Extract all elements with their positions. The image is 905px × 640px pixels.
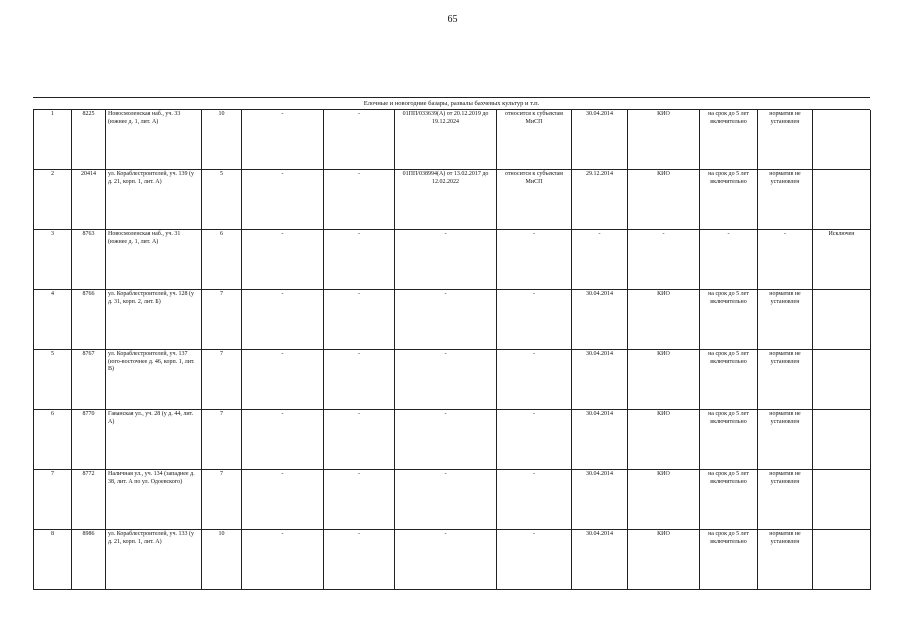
cell-id: 8763 (72, 230, 106, 290)
cell-owner: - (497, 230, 572, 290)
cell-date: 30.04.2014 (572, 410, 628, 470)
cell-col4: - (242, 290, 324, 350)
cell-col4: - (242, 170, 324, 230)
cell-row-number: 4 (34, 290, 72, 350)
cell-row-number: 7 (34, 470, 72, 530)
cell-col4: - (242, 530, 324, 590)
table-row (34, 410, 871, 470)
cell-address: ул. Кораблестроителей, уч. 137 (юго-восточнее д. 46, корп. 1, лит. В) (106, 350, 202, 410)
document-table (33, 97, 870, 590)
cell-owner: относится к субъектам МиСП (497, 170, 572, 230)
cell-area: 6 (202, 230, 242, 290)
cell-norm: норматив не установлен (758, 170, 813, 230)
cell-owner: - (497, 350, 572, 410)
cell-area: 5 (202, 170, 242, 230)
cell-note (813, 530, 871, 590)
cell-permit: - (395, 530, 497, 590)
cell-area: 7 (202, 290, 242, 350)
cell-note (813, 110, 871, 170)
data-table (33, 110, 871, 590)
cell-col4: - (242, 350, 324, 410)
cell-address: Гаванская ул., уч. 28 (у д. 44, лит. А) (106, 410, 202, 470)
cell-col5: - (324, 230, 395, 290)
cell-term: - (700, 230, 758, 290)
cell-address: ул. Кораблестроителей, уч. 133 (у д. 21, корп. 1, лит. А) (106, 530, 202, 590)
cell-organization: КИО (628, 530, 700, 590)
table-row (34, 230, 871, 290)
cell-date: 30.04.2014 (572, 350, 628, 410)
cell-permit: 01ПП/038994(А) от 13.02.2017 до 12.02.2022 (395, 170, 497, 230)
cell-id: 8770 (72, 410, 106, 470)
cell-owner: - (497, 470, 572, 530)
cell-area: 7 (202, 410, 242, 470)
cell-id: 8767 (72, 350, 106, 410)
cell-id: 8225 (72, 110, 106, 170)
cell-area: 7 (202, 350, 242, 410)
cell-col5: - (324, 110, 395, 170)
cell-permit: - (395, 470, 497, 530)
cell-col5: - (324, 410, 395, 470)
cell-address: Наличная ул., уч. 134 (западнее д. 38, лит. А по ул. Одоевского) (106, 470, 202, 530)
cell-area: 10 (202, 530, 242, 590)
page-number: 65 (447, 14, 458, 25)
cell-col4: - (242, 470, 324, 530)
cell-address: Новосмоленская наб., уч. 31 (южнее д. 1, лит. А) (106, 230, 202, 290)
cell-organization: КИО (628, 470, 700, 530)
cell-norm: норматив не установлен (758, 290, 813, 350)
cell-id: 8766 (72, 290, 106, 350)
cell-permit: - (395, 290, 497, 350)
cell-organization: КИО (628, 170, 700, 230)
cell-term: на срок до 5 лет включительно (700, 110, 758, 170)
cell-term: на срок до 5 лет включительно (700, 410, 758, 470)
cell-term: на срок до 5 лет включительно (700, 170, 758, 230)
cell-col5: - (324, 470, 395, 530)
cell-term: на срок до 5 лет включительно (700, 470, 758, 530)
cell-id: 8772 (72, 470, 106, 530)
cell-norm: норматив не установлен (758, 530, 813, 590)
cell-note (813, 290, 871, 350)
cell-owner: - (497, 290, 572, 350)
cell-col5: - (324, 530, 395, 590)
cell-area: 7 (202, 470, 242, 530)
cell-col5: - (324, 350, 395, 410)
cell-row-number: 8 (34, 530, 72, 590)
section-title: Елочные и новогодние базары, развалы бахчевых культур и т.п. (33, 98, 870, 110)
cell-col4: - (242, 230, 324, 290)
cell-term: на срок до 5 лет включительно (700, 350, 758, 410)
cell-col5: - (324, 170, 395, 230)
cell-row-number: 6 (34, 410, 72, 470)
cell-term: на срок до 5 лет включительно (700, 530, 758, 590)
cell-date: 30.04.2014 (572, 470, 628, 530)
cell-address: Новосмоленская наб., уч. 33 (южнее д. 1, лит. А) (106, 110, 202, 170)
cell-note: Исключен (813, 230, 871, 290)
cell-organization: КИО (628, 410, 700, 470)
table-row (34, 350, 871, 410)
cell-note (813, 470, 871, 530)
cell-row-number: 2 (34, 170, 72, 230)
cell-norm: норматив не установлен (758, 410, 813, 470)
cell-permit: - (395, 410, 497, 470)
cell-note (813, 170, 871, 230)
cell-norm: - (758, 230, 813, 290)
cell-date: 30.04.2014 (572, 110, 628, 170)
cell-owner: - (497, 530, 572, 590)
cell-date: 30.04.2014 (572, 530, 628, 590)
cell-permit: 01ПП/033639(А) от 20.12.2019 до 19.12.2024 (395, 110, 497, 170)
cell-term: на срок до 5 лет включительно (700, 290, 758, 350)
cell-organization: КИО (628, 110, 700, 170)
cell-norm: норматив не установлен (758, 350, 813, 410)
cell-note (813, 410, 871, 470)
cell-organization: - (628, 230, 700, 290)
cell-address: ул. Кораблестроителей, уч. 128 (у д. 31, корп. 2, лит. Б) (106, 290, 202, 350)
table-row (34, 170, 871, 230)
cell-row-number: 3 (34, 230, 72, 290)
cell-note (813, 350, 871, 410)
cell-col4: - (242, 110, 324, 170)
cell-norm: норматив не установлен (758, 470, 813, 530)
cell-owner: - (497, 410, 572, 470)
cell-row-number: 5 (34, 350, 72, 410)
cell-permit: - (395, 230, 497, 290)
cell-owner: относится к субъектам МиСП (497, 110, 572, 170)
cell-date: - (572, 230, 628, 290)
cell-area: 10 (202, 110, 242, 170)
cell-organization: КИО (628, 350, 700, 410)
cell-id: 8986 (72, 530, 106, 590)
cell-col5: - (324, 290, 395, 350)
table-row (34, 290, 871, 350)
cell-row-number: 1 (34, 110, 72, 170)
table-row (34, 530, 871, 590)
cell-permit: - (395, 350, 497, 410)
table-row (34, 110, 871, 170)
cell-norm: норматив не установлен (758, 110, 813, 170)
cell-id: 20414 (72, 170, 106, 230)
cell-address: ул. Кораблестроителей, уч. 139 (у д. 21, корп. 1, лит. А) (106, 170, 202, 230)
cell-col4: - (242, 410, 324, 470)
cell-date: 30.04.2014 (572, 290, 628, 350)
cell-organization: КИО (628, 290, 700, 350)
cell-date: 29.12.2014 (572, 170, 628, 230)
table-row (34, 470, 871, 530)
